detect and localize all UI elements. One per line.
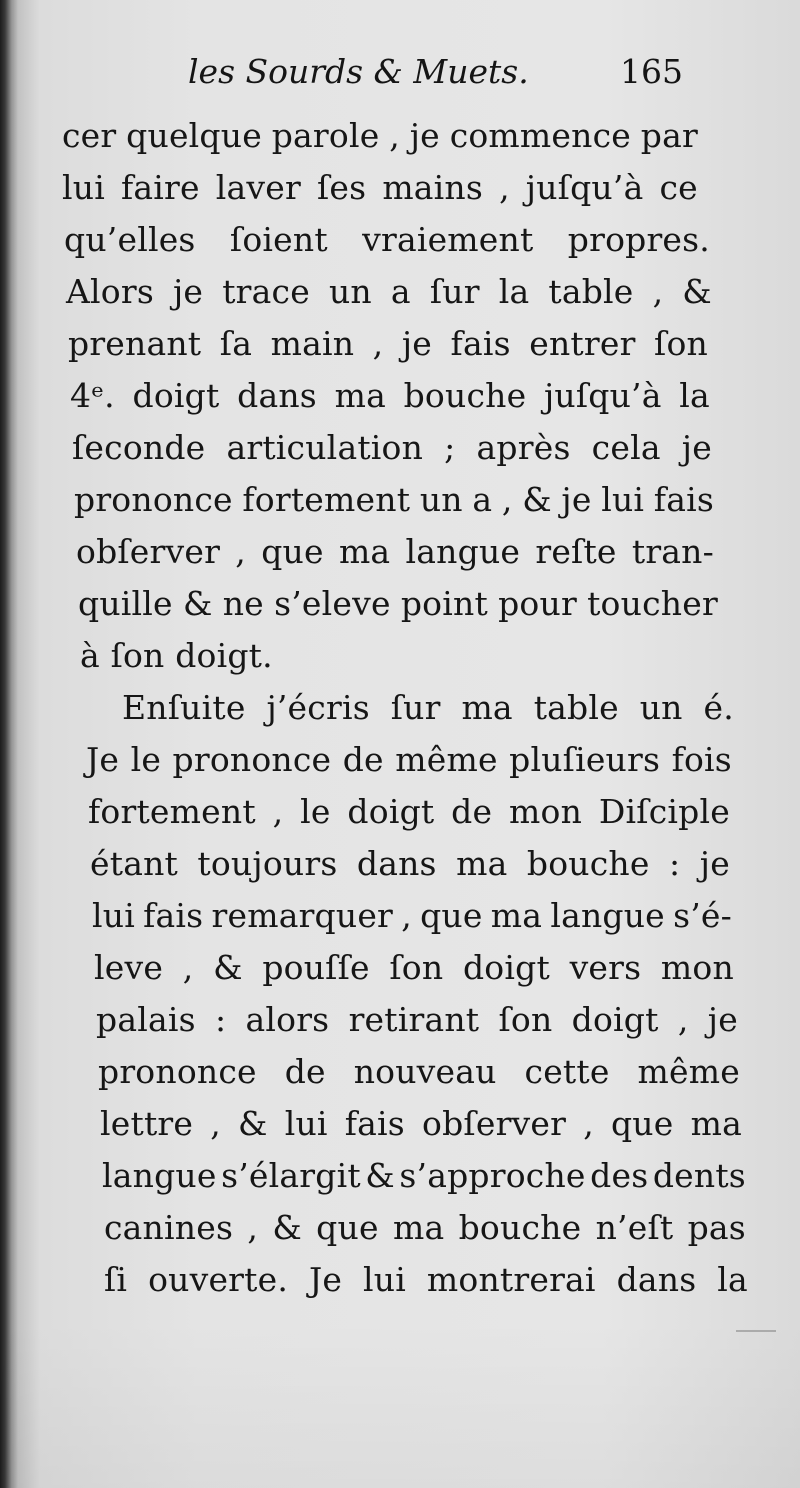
word: fais: [143, 896, 204, 935]
word: le: [300, 792, 331, 831]
word: ſa: [219, 324, 253, 363]
word: commence: [449, 116, 632, 155]
word: dans: [237, 376, 317, 415]
word: langue: [102, 1156, 217, 1195]
word: table: [548, 272, 634, 311]
word: la: [498, 272, 530, 311]
word: je: [699, 844, 730, 883]
word: &: [522, 480, 552, 519]
word: ma: [461, 688, 513, 727]
word: des: [590, 1156, 649, 1195]
text-line: [62, 168, 698, 207]
word: je: [173, 272, 204, 311]
text-line: [64, 220, 710, 259]
word: ſur: [390, 688, 441, 727]
word: ,: [247, 1208, 259, 1247]
word: pour: [498, 584, 577, 623]
word: remarquer: [211, 896, 394, 935]
word: je: [561, 480, 592, 519]
word: trace: [222, 272, 310, 311]
word: cela: [591, 428, 661, 467]
word: ſur: [429, 272, 480, 311]
text-line: [104, 1260, 748, 1299]
text-line: [98, 1052, 740, 1091]
word: ma: [690, 1104, 742, 1143]
word: &: [213, 948, 243, 987]
word: Diſciple: [598, 792, 730, 831]
word: fortement: [242, 480, 411, 519]
word: fais: [450, 324, 511, 363]
word: obſerver: [76, 532, 221, 571]
word: &: [238, 1104, 268, 1143]
word: cer: [62, 116, 117, 155]
word: retirant: [348, 1000, 480, 1039]
word: je: [401, 324, 433, 363]
word: fortement: [88, 792, 256, 831]
word: lettre: [100, 1104, 194, 1143]
word: s’eleve: [274, 584, 391, 623]
word: langue: [550, 896, 665, 935]
page-shadow: [0, 1320, 800, 1488]
word: ,: [210, 1104, 221, 1143]
word: cette: [524, 1052, 610, 1091]
word: ſon: [654, 324, 708, 363]
word: Enſuite: [122, 688, 246, 727]
word: mon: [509, 792, 583, 831]
word: juſqu’à: [525, 168, 644, 207]
word: un: [419, 480, 463, 519]
word: de: [284, 1052, 326, 1091]
text-line: [66, 272, 712, 311]
word: le: [130, 740, 162, 779]
word: je: [409, 116, 440, 155]
word: pluſieurs: [509, 740, 661, 779]
page-gutter: [0, 0, 18, 1488]
word: ſeconde: [72, 428, 206, 467]
text-line: [70, 376, 710, 415]
text-line: [76, 532, 714, 571]
word: bouche: [403, 376, 527, 415]
text-line: [86, 740, 732, 779]
word: canines: [104, 1208, 234, 1247]
word: ma: [456, 844, 508, 883]
word: fais: [344, 1104, 405, 1143]
word: 4ᵉ.: [70, 376, 115, 415]
text-line: [96, 1000, 738, 1039]
text-line: [100, 1104, 742, 1143]
word: un: [639, 688, 683, 727]
word: Je: [86, 740, 120, 779]
word: doigt: [462, 948, 550, 987]
word: quelque: [126, 116, 262, 155]
word: doigt: [347, 792, 435, 831]
word: quille: [78, 584, 173, 623]
word: ſon: [389, 948, 444, 987]
text-line: [94, 948, 734, 987]
word: j’écris: [266, 688, 370, 727]
word: é.: [703, 688, 734, 727]
word: la: [679, 376, 710, 415]
text-line: [104, 1208, 746, 1247]
text-line: [68, 324, 708, 363]
word: bouche: [526, 844, 650, 883]
word: ,: [372, 324, 384, 363]
word: de: [342, 740, 384, 779]
text-line: [102, 1156, 746, 1195]
word: doigt: [571, 1000, 659, 1039]
word: de: [451, 792, 493, 831]
word: ,: [499, 168, 510, 207]
word: laver: [215, 168, 301, 207]
word: ,: [182, 948, 194, 987]
word: obſerver: [422, 1104, 567, 1143]
word: leve: [94, 948, 164, 987]
word: ma: [392, 1208, 445, 1247]
word: ouverte.: [148, 1260, 289, 1299]
word: ſoient: [229, 220, 328, 259]
word: :: [214, 1000, 227, 1039]
word: &: [682, 272, 712, 311]
word: fais: [653, 480, 714, 519]
word: ma: [338, 532, 391, 571]
word: n’eſt: [595, 1208, 674, 1247]
word: ce: [659, 168, 698, 207]
word: Je: [308, 1260, 343, 1299]
word: &: [182, 584, 213, 623]
word: dans: [616, 1260, 697, 1299]
text-line: [88, 792, 730, 831]
word: ma: [490, 896, 543, 935]
word: point: [400, 584, 488, 623]
word: ,: [389, 116, 400, 155]
text-line: [62, 116, 698, 155]
word: lui: [601, 480, 645, 519]
word: ſon: [498, 1000, 553, 1039]
word: vers: [569, 948, 642, 987]
word: prononce: [98, 1052, 257, 1091]
word: ,: [677, 1000, 689, 1039]
word: ,: [272, 792, 284, 831]
word: ;: [444, 428, 456, 467]
word: ne: [222, 584, 264, 623]
word: prononce: [172, 740, 332, 779]
word: dents: [652, 1156, 746, 1195]
word: montrerai: [426, 1260, 596, 1299]
word: prenant: [68, 324, 202, 363]
word: propres.: [567, 220, 710, 259]
word: s’approche: [399, 1156, 586, 1195]
word: doigt: [132, 376, 220, 415]
word: a: [390, 272, 411, 311]
word: reſte: [535, 532, 617, 571]
word: que: [420, 896, 483, 935]
text-line: [72, 428, 712, 467]
word: palais: [96, 1000, 196, 1039]
word: fois: [671, 740, 732, 779]
word: toucher: [587, 584, 718, 623]
word: ,: [235, 532, 246, 571]
text-line: [74, 480, 714, 519]
text-line: [92, 896, 732, 935]
word: alors: [245, 1000, 330, 1039]
text-line: [78, 584, 718, 623]
word: pas: [687, 1208, 746, 1247]
word: :: [669, 844, 681, 883]
word: par: [640, 116, 698, 155]
word: je: [707, 1000, 738, 1039]
word: un: [328, 272, 372, 311]
word: s’élargit: [221, 1156, 361, 1195]
word: même: [395, 740, 498, 779]
stray-mark: [736, 1330, 776, 1332]
word: nouveau: [353, 1052, 497, 1091]
word: mains: [382, 168, 484, 207]
running-head: [188, 48, 708, 104]
word: ,: [583, 1104, 594, 1143]
word: ſes: [317, 168, 367, 207]
word: dans: [356, 844, 437, 883]
word: articulation: [226, 428, 424, 467]
word: que: [610, 1104, 674, 1143]
word: table: [533, 688, 619, 727]
word: ſi: [104, 1260, 128, 1299]
word: que: [316, 1208, 379, 1247]
word: toujours: [197, 844, 338, 883]
word: bouche: [458, 1208, 582, 1247]
word: ,: [401, 896, 412, 935]
word: étant: [90, 844, 178, 883]
word: même: [637, 1052, 740, 1091]
word: main: [270, 324, 355, 363]
word: pouſſe: [262, 948, 370, 987]
word: prononce: [74, 480, 233, 519]
word: lui: [284, 1104, 328, 1143]
word: parole: [271, 116, 380, 155]
word: je: [681, 428, 712, 467]
word: juſqu’à: [543, 376, 662, 415]
word: Alors: [66, 272, 154, 311]
text-line: [90, 844, 730, 883]
word: entrer: [529, 324, 636, 363]
text-line: [122, 688, 734, 727]
word: la: [717, 1260, 748, 1299]
text-line: à ſon doigt.: [80, 636, 273, 675]
word: s’é-: [673, 896, 732, 935]
word: ma: [334, 376, 386, 415]
word: après: [476, 428, 571, 467]
word: langue: [405, 532, 521, 571]
word: &: [272, 1208, 302, 1247]
word: a: [472, 480, 493, 519]
word: vraiement: [362, 220, 534, 259]
page-number: 165: [620, 52, 683, 91]
word: tran-: [631, 532, 714, 571]
word: ,: [652, 272, 664, 311]
word: que: [261, 532, 324, 571]
word: lui: [92, 896, 135, 935]
word: faire: [121, 168, 200, 207]
word: mon: [660, 948, 734, 987]
word: &: [365, 1156, 395, 1195]
word: ,: [501, 480, 513, 519]
word: lui: [62, 168, 105, 207]
word: qu’elles: [64, 220, 196, 259]
running-title: les Sourds & Muets.: [188, 52, 529, 91]
word: lui: [363, 1260, 406, 1299]
